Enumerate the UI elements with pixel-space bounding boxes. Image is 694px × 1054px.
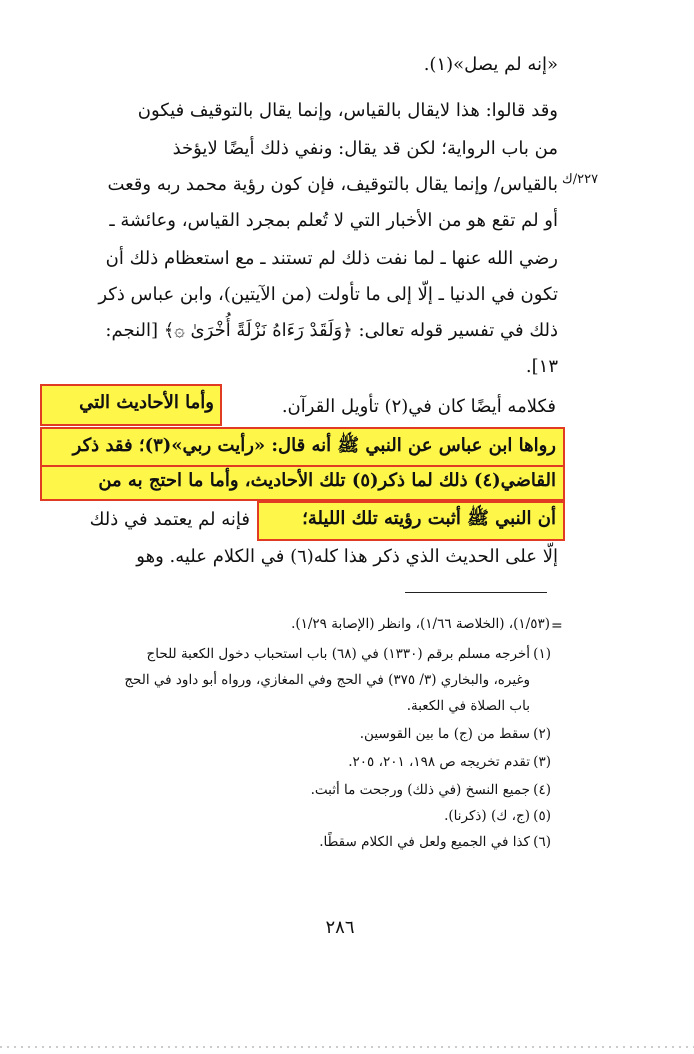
footnote-5: (ج، ك) (ذكرنا).	[444, 808, 530, 824]
footnote-number: (٦)	[533, 834, 551, 850]
body-line-11: فإنه لم يعتمد في ذلك	[89, 509, 250, 530]
body-line-1: «إنه لم يصل»(١).	[423, 54, 558, 75]
highlight-text-1: وأما الأحاديث التي	[79, 392, 214, 413]
page-number: ٢٨٦	[325, 917, 355, 938]
highlight-text-3: القاضي(٤) ذلك لما ذكر(٥) تلك الأحاديث، وأما ما احتج به من	[98, 470, 556, 491]
body-line-10: فكلامه أيضًا كان في(٢) تأويل القرآن.	[281, 396, 556, 417]
footnote-number: (٥)	[533, 808, 551, 824]
margin-manuscript-ref: ٢٢٧/ك	[562, 172, 599, 187]
footnote-1-line-3: باب الصلاة في الكعبة.	[406, 698, 530, 714]
body-line-7: تكون في الدنيا ـ إلّا إلى ما تأولت (من الآيتين)، وابن عباس ذكر	[98, 284, 558, 305]
highlight-text-2: رواها ابن عباس عن النبي ﷺ أنه قال: «رأيت ربي»(٣)؛ فقد ذكر	[72, 435, 556, 456]
body-line-12: إلّا على الحديث الذي ذكر هذا كله(٦) في الكلام عليه. وهو	[136, 546, 558, 567]
footnote-number: (٣)	[533, 754, 551, 770]
footnote-1-line-2: وغيره، والبخاري (٣/ ٣٧٥) في الحج وفي المغازي، ورواه أبو داود في الحج	[124, 672, 530, 688]
body-line-8: ذلك في تفسير قوله تعالى: ﴿وَلَقَدْ رَءَاهُ نَزْلَةً أُخْرَىٰ ۞﴾ [النجم:	[105, 320, 558, 341]
body-line-3: من باب الرواية؛ لكن قد يقال: ونفي ذلك أيضًا لايؤخذ	[172, 138, 558, 159]
highlight-text-4: أن النبي ﷺ أثبت رؤيته تلك الليلة؛	[302, 508, 556, 529]
footnote-continuation: (١/٥٣)، (الخلاصة ١/٦٦)، وانظر (الإصابة ١/٢٩).	[291, 616, 550, 632]
body-line-4: بالقياس/ وإنما يقال بالتوقيف، فإن كون رؤية محمد ربه وقعت	[107, 174, 558, 195]
body-line-2: وقد قالوا: هذا لايقال بالقياس، وإنما يقال بالتوقيف فيكون	[137, 100, 558, 121]
footnote-3: تقدم تخريجه ص ١٩٨، ٢٠١، ٢٠٥.	[348, 754, 530, 770]
body-line-6: رضي الله عنها ـ لما نفت ذلك لم تستند ـ مع استعظام ذلك أن	[105, 248, 558, 269]
footnote-6: كذا في الجميع ولعل في الكلام سقطًا.	[319, 834, 530, 850]
footnote-2: سقط من (ج) ما بين القوسين.	[359, 726, 530, 742]
footnote-1-line-1: أخرجه مسلم برقم (١٣٣٠) في (٦٨) باب استحباب دخول الكعبة للحاج	[146, 646, 530, 662]
body-line-5: أو لم تقع هو من الأخبار التي لا تُعلم بمجرد القياس، وعائشة ـ	[109, 210, 558, 231]
footnote-4: جميع النسخ (في ذلك) ورجحت ما أثبت.	[310, 782, 530, 798]
footnote-number: (٤)	[533, 782, 551, 798]
footnote-continuation-mark: =	[551, 618, 563, 634]
body-line-9: ١٣].	[525, 356, 558, 377]
footnote-number: (٢)	[533, 726, 551, 742]
footnote-separator	[405, 592, 547, 593]
footnote-number: (١)	[533, 646, 551, 662]
scan-edge-noise	[0, 1046, 694, 1048]
